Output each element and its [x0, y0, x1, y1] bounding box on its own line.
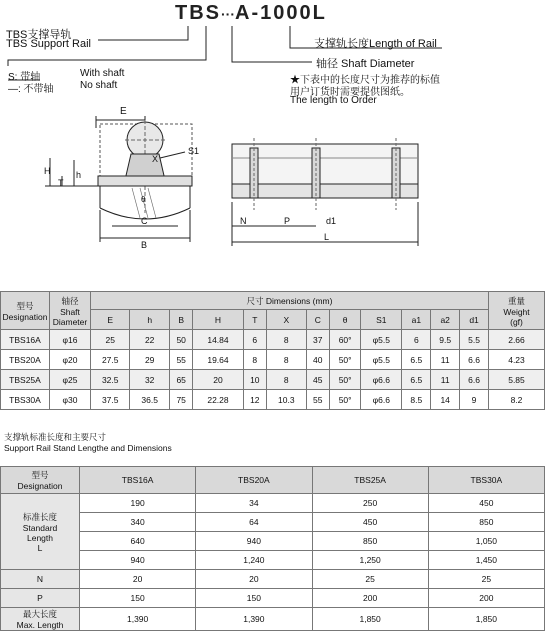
table-row: [1, 551, 545, 570]
rail-length-label: 支撑轨长度Length of Rail: [314, 38, 437, 50]
table-cell: 1,050: [428, 532, 544, 551]
table-cell: 27.5: [91, 350, 130, 370]
table-cell: 32.5: [91, 370, 130, 390]
product-label-cn: TBS支撑导轨: [6, 29, 72, 41]
row-label-cell: [1, 570, 80, 589]
table-row: [1, 589, 545, 608]
subheader-cell: E: [91, 310, 130, 330]
table-cell: 50: [169, 330, 193, 350]
table-cell: 1,240: [196, 551, 312, 570]
code-suffix: A-1000L: [235, 2, 327, 24]
label-theta: θ: [141, 195, 146, 204]
col-weight-en-2: (gf): [510, 316, 523, 327]
table-cell: 11: [431, 370, 460, 390]
table-cell: 11: [431, 350, 460, 370]
table-row: [1, 513, 545, 532]
table-cell: 50°: [330, 390, 361, 410]
lengths-model-header: TBS25A: [312, 467, 428, 494]
table-row: [1, 390, 545, 410]
max-length-cn: 最大长度: [22, 609, 57, 619]
table-cell: 10.3: [267, 390, 306, 410]
table-cell: 190: [80, 494, 196, 513]
lengths-title-en: Support Rail Stand Lengthe and Dimensions: [4, 443, 172, 453]
product-label-en: TBS Support Rail: [6, 38, 91, 50]
cross-section-view: [45, 116, 192, 242]
n-label: N: [36, 574, 44, 584]
table-cell: 250: [312, 494, 428, 513]
table-cell: φ25: [50, 370, 91, 390]
lengths-section-title: [4, 432, 172, 454]
label-N: N: [240, 216, 247, 226]
table-cell: 9.5: [431, 330, 460, 350]
table-cell: 40: [306, 350, 330, 370]
label-C: C: [141, 216, 148, 226]
table-cell: TBS16A: [1, 330, 50, 350]
table-cell: 25: [91, 330, 130, 350]
table-cell: 55: [306, 390, 330, 410]
order-note-cn-2: 用户订货时需要提供图纸。: [290, 87, 410, 98]
col-weight: [489, 292, 545, 330]
table-cell: 65: [169, 370, 193, 390]
table-cell: 200: [312, 589, 428, 608]
table-cell: 5.5: [460, 330, 489, 350]
table-cell: 5.85: [489, 370, 545, 390]
lengths-model-header: TBS30A: [428, 467, 544, 494]
row-label-cell: [1, 494, 80, 570]
table-cell: 940: [80, 551, 196, 570]
table-cell: 8: [267, 330, 306, 350]
with-shaft-cn: S: 带轴: [8, 72, 41, 83]
table-cell: 640: [80, 532, 196, 551]
dimensions-body: [1, 330, 545, 410]
lengths-header-row: [1, 467, 545, 494]
subheader-cell: θ: [330, 310, 361, 330]
std-length-en-3: L: [37, 542, 43, 553]
side-view: [232, 138, 418, 246]
label-d1: d1: [326, 216, 337, 226]
lengths-col-designation: [1, 467, 80, 494]
col-weight-en-1: Weight: [503, 306, 530, 317]
table-cell: 8: [243, 350, 267, 370]
max-length-en: Max. Length: [16, 620, 64, 630]
dimensions-table: [0, 291, 545, 410]
std-length-en-1: Standard: [22, 522, 58, 533]
table-cell: 850: [312, 532, 428, 551]
table-cell: 1,850: [428, 608, 544, 631]
table-cell: 64: [196, 513, 312, 532]
subheader-cell: X: [267, 310, 306, 330]
table-row: [1, 570, 545, 589]
table-cell: 8: [267, 370, 306, 390]
table-cell: TBS25A: [1, 370, 50, 390]
shaft-diameter-label: 轴径 Shaft Diameter: [316, 58, 415, 70]
lengths-col-designation-en: Designation: [17, 481, 63, 491]
table-cell: 36.5: [130, 390, 169, 410]
table-cell: 6: [243, 330, 267, 350]
table-cell: TBS30A: [1, 390, 50, 410]
table-cell: φ6.6: [361, 390, 402, 410]
table-cell: 50°: [330, 350, 361, 370]
table-cell: 22.28: [193, 390, 243, 410]
subheader-cell: a2: [431, 310, 460, 330]
table-cell: 6.6: [460, 350, 489, 370]
table-cell: 200: [428, 589, 544, 608]
order-note-cn-1: ★下表中的长度尺寸为推荐的标值: [290, 75, 440, 86]
lengths-body: [1, 494, 545, 631]
table-cell: TBS20A: [1, 350, 50, 370]
with-shaft-en: With shaft: [80, 68, 125, 79]
row-label-cell: [1, 589, 80, 608]
table-cell: 9: [460, 390, 489, 410]
table-cell: φ20: [50, 350, 91, 370]
label-X: X: [152, 154, 159, 164]
no-shaft-cn: —: 不带轴: [8, 84, 54, 95]
table-cell: 1,390: [80, 608, 196, 631]
table-row: [1, 370, 545, 390]
table-cell: φ5.5: [361, 330, 402, 350]
table-cell: φ30: [50, 390, 91, 410]
col-designation-en: Designation: [2, 311, 48, 322]
table-cell: 25: [428, 570, 544, 589]
table-cell: φ6.6: [361, 370, 402, 390]
table-cell: 29: [130, 350, 169, 370]
table-cell: 8: [267, 350, 306, 370]
table-cell: 22: [130, 330, 169, 350]
table-cell: 6.5: [402, 350, 431, 370]
subheader-cell: a1: [402, 310, 431, 330]
table-cell: 60°: [330, 330, 361, 350]
table-cell: 150: [80, 589, 196, 608]
table-row: [1, 330, 545, 350]
lengths-col-designation-cn: 型号: [31, 470, 49, 480]
table-cell: φ5.5: [361, 350, 402, 370]
table-cell: 45: [306, 370, 330, 390]
no-shaft-en: No shaft: [80, 80, 118, 91]
label-T: T: [58, 178, 64, 188]
col-shaft: [50, 292, 91, 330]
table-cell: 14.84: [193, 330, 243, 350]
label-P: P: [284, 216, 291, 226]
subheader-cell: d1: [460, 310, 489, 330]
col-weight-cn: 重量: [507, 295, 525, 306]
table-cell: 1,390: [196, 608, 312, 631]
order-note-en: The length to Order: [290, 95, 377, 106]
table-cell: 6: [402, 330, 431, 350]
table-cell: 37.5: [91, 390, 130, 410]
lengths-model-header: TBS16A: [80, 467, 196, 494]
table-cell: 150: [196, 589, 312, 608]
table-cell: 25: [312, 570, 428, 589]
code-dots: ···: [221, 6, 235, 22]
subheader-cell: C: [306, 310, 330, 330]
col-dimensions: 尺寸 Dimensions (mm): [91, 292, 489, 310]
table-row: [1, 532, 545, 551]
label-E: E: [120, 106, 127, 117]
p-label: P: [37, 593, 43, 603]
table-cell: 1,250: [312, 551, 428, 570]
table-cell: 850: [428, 513, 544, 532]
table-cell: 940: [196, 532, 312, 551]
table-cell: 37: [306, 330, 330, 350]
lengths-table: [0, 466, 545, 631]
table-cell: 20: [80, 570, 196, 589]
table-cell: 14: [431, 390, 460, 410]
col-designation-cn: 型号: [16, 300, 34, 311]
col-shaft-cn: 轴径: [61, 295, 79, 306]
table-cell: 450: [312, 513, 428, 532]
table-cell: 34: [196, 494, 312, 513]
table-row: [1, 494, 545, 513]
label-h: h: [76, 170, 82, 180]
table-cell: 8.2: [489, 390, 545, 410]
subheader-cell: S1: [361, 310, 402, 330]
subheader-cell: H: [193, 310, 243, 330]
col-shaft-en-1: Shaft: [60, 306, 80, 317]
table-cell: 4.23: [489, 350, 545, 370]
std-length-en-2: Length: [27, 532, 53, 543]
label-H: H: [44, 166, 51, 176]
table-cell: 19.64: [193, 350, 243, 370]
table-cell: 340: [80, 513, 196, 532]
table-cell: 32: [130, 370, 169, 390]
code-prefix: TBS: [175, 2, 221, 24]
table-cell: φ16: [50, 330, 91, 350]
row-label-cell: [1, 608, 80, 631]
table-cell: 8.5: [402, 390, 431, 410]
std-length-cn: 标准长度: [22, 511, 57, 522]
table-row: [1, 608, 545, 631]
table-cell: 1,450: [428, 551, 544, 570]
table-row: [1, 350, 545, 370]
table-cell: 6.6: [460, 370, 489, 390]
label-B: B: [141, 240, 148, 250]
table-cell: 20: [193, 370, 243, 390]
technical-drawing: [0, 98, 545, 288]
table-cell: 12: [243, 390, 267, 410]
col-shaft-en-2: Diameter: [52, 316, 88, 327]
table-cell: 1,850: [312, 608, 428, 631]
col-designation: [1, 292, 50, 330]
label-S1: S1: [188, 146, 200, 156]
table-cell: 55: [169, 350, 193, 370]
table-cell: 450: [428, 494, 544, 513]
table-cell: 50°: [330, 370, 361, 390]
subheader-cell: B: [169, 310, 193, 330]
table-cell: 2.66: [489, 330, 545, 350]
table-cell: 10: [243, 370, 267, 390]
label-L: L: [324, 232, 330, 242]
table-cell: 6.5: [402, 370, 431, 390]
subheader-cell: h: [130, 310, 169, 330]
lengths-model-header: TBS20A: [196, 467, 312, 494]
subheader-cell: T: [243, 310, 267, 330]
table-cell: 75: [169, 390, 193, 410]
lengths-title-cn: 支撑轨标准长度和主要尺寸: [4, 432, 107, 442]
table-cell: 20: [196, 570, 312, 589]
